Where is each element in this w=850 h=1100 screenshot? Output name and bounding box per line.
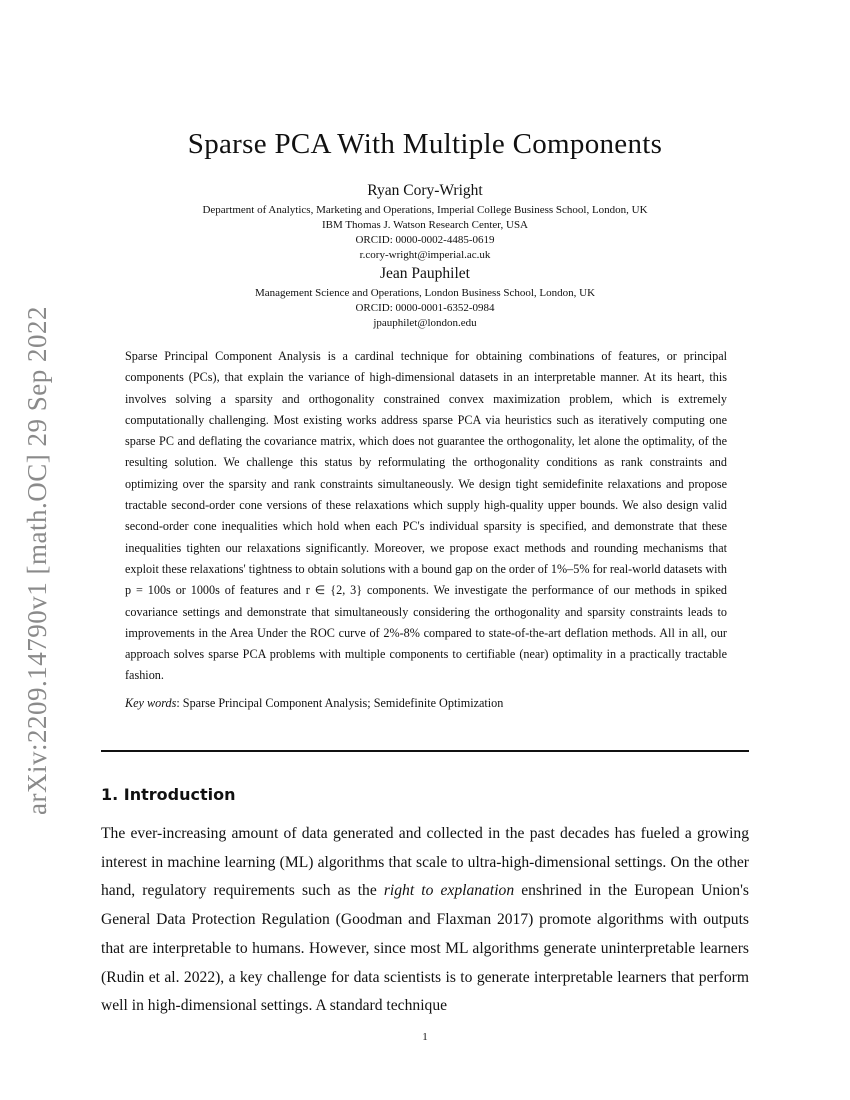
author-orcid: ORCID: 0000-0001-6352-0984	[355, 302, 495, 314]
author-block-1	[0, 181, 850, 263]
section-heading: 1. Introduction	[101, 785, 236, 804]
author-email: jpauphilet@london.edu	[373, 317, 477, 329]
arxiv-identifier: arXiv:2209.14790v1 [math.OC] 29 Sep 2022	[22, 306, 52, 815]
intro-text: The ever-increasing amount of data generated and collected in the past decades has fueled a growing interest in machine learning (ML) algorithms that scale to ultra-high-dimensional settings. On the other hand, regulatory requirements such as the	[101, 825, 749, 900]
author-affiliation: IBM Thomas J. Watson Research Center, USA	[321, 219, 529, 231]
author-email: r.cory-wright@imperial.ac.uk	[359, 249, 491, 261]
author-affiliation: Department of Analytics, Marketing and Operations, Imperial College Business School, London, UK	[202, 204, 648, 216]
keywords: Key words: Sparse Principal Component Analysis; Semidefinite Optimization	[125, 695, 504, 710]
intro-text-continued: enshrined in the European Union's General Data Protection Regulation (Goodman and Flaxman 2017) promote algorithms with outputs that are interpretable to humans. However, since most ML algorithms generate uninterpretable learners (Rudin et al. 2022), a key challenge for data scientists is to generate interpretable learners that perform well in high-dimensional settings. A standard technique	[101, 882, 749, 1015]
paper-title: Sparse PCA With Multiple Components	[187, 128, 663, 160]
intro-emphasis: right to explanation	[383, 882, 515, 900]
intro-paragraph	[101, 820, 749, 1021]
section-divider	[101, 750, 749, 752]
keywords-label: Key words	[125, 695, 177, 710]
abstract	[125, 346, 727, 714]
author-orcid: ORCID: 0000-0002-4485-0619	[355, 234, 495, 246]
author-name: Jean Pauphilet	[380, 265, 470, 282]
section-body	[101, 820, 749, 1021]
author-affiliation: Management Science and Operations, London Business School, London, UK	[254, 287, 596, 299]
keywords-text: Sparse Principal Component Analysis; Semidefinite Optimization	[182, 695, 504, 710]
author-name: Ryan Cory-Wright	[367, 182, 483, 199]
author-block-2	[0, 264, 850, 331]
abstract-text: Sparse Principal Component Analysis is a cardinal technique for obtaining combinations of features, or principal components (PCs), that explain the variance of high-dimensional datasets in an interpretable manner. At its heart, this involves solving a sparsity and orthogonality constrained convex maximization problem, which is extremely computationally challenging. Most existing works address sparse PCA via heuristics such as iteratively computing one sparse PC and deflating the covariance matrix, which does not guarantee the orthogonality, let alone the optimality, of the resulting solution. We challenge this status by reformulating the orthogonality conditions as rank constraints and optimizing over the sparsity and rank constraints simultaneously. We design tight semidefinite relaxations and propose tractable second-order cone versions of these relaxations which supply high-quality upper bounds. We also design valid second-order cone inequalities which hold when each PC's individual sparsity is specified, and demonstrate that these inequalities tighten our relaxations significantly. Moreover, we propose exact methods and rounding mechanisms that exploit these relaxations' tightness to obtain solutions with a bound gap on the order of 1%–5% for real-world datasets with p = 100s or 1000s of features and r ∈ {2, 3} components. We investigate the performance of our methods in spiked covariance settings and demonstrate that simultaneously considering the orthogonality and sparsity constraints leads to improvements in the Area Under the ROC curve of 2%-8% compared to state-of-the-art deflation methods. All in all, our approach solves sparse PCA problems with multiple components to certifiable (near) optimality in a practically tractable fashion.	[125, 349, 727, 683]
page-number: 1	[422, 1031, 428, 1043]
